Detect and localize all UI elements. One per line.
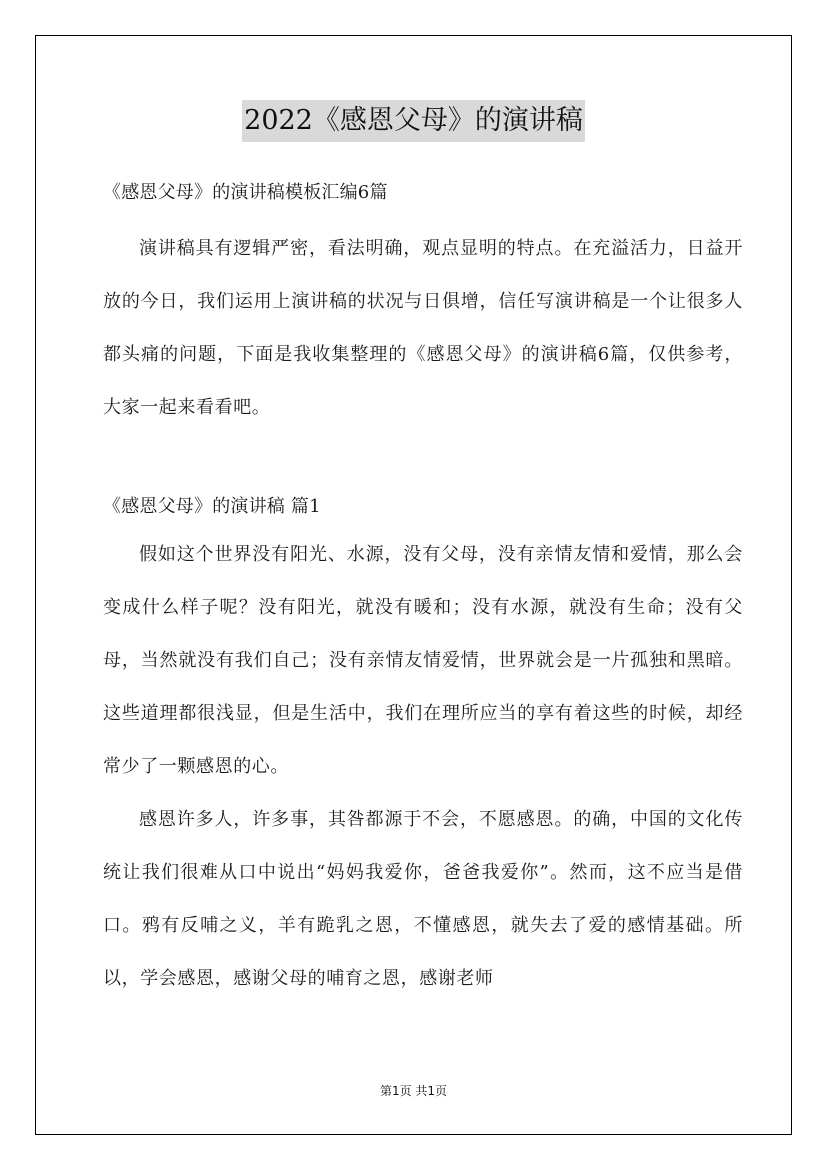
document-subtitle: 《感恩父母》的演讲稿模板汇编6篇 [103, 182, 388, 203]
page-footer: 第1页 共1页 [379, 1084, 448, 1098]
intro-paragraph: 演讲稿具有逻辑严密，看法明确，观点显明的特点。在充溢活力，日益开放的今日，我们运用上演讲稿的状况与日俱增，信任写演讲稿是一个让很多人都头痛的问题，下面是我收集整理的《感恩父母》的演讲稿6篇，仅供参考，大家一起来看看吧。 [103, 238, 743, 418]
document-body [103, 172, 743, 1005]
section-heading: 《感恩父母》的演讲稿 篇1 [103, 496, 321, 517]
section-paragraph-2: 感恩许多人，许多事，其咎都源于不会，不愿感恩。的确，中国的文化传统让我们很难从口中说出“妈妈我爱你，爸爸我爱你”。然而，这不应当是借口。鸦有反哺之义，羊有跪乳之恩，不懂感恩，就失去了爱的感情基础。所以，学会感恩，感谢父母的哺育之恩，感谢老师 [103, 809, 743, 989]
section-paragraph-1: 假如这个世界没有阳光、水源，没有父母，没有亲情友情和爱情，那么会变成什么样子呢？没有阳光，就没有暖和；没有水源，就没有生命；没有父母，当然就没有我们自己；没有亲情友情爱情，世界就会是一片孤独和黑暗。这些道理都很浅显，但是生活中，我们在理所应当的享有着这些的时候，却经常少了一颗感恩的心。 [103, 544, 743, 777]
title-container [0, 100, 827, 142]
section-gap [103, 434, 743, 486]
document-title: 2022《感恩父母》的演讲稿 [242, 100, 585, 142]
